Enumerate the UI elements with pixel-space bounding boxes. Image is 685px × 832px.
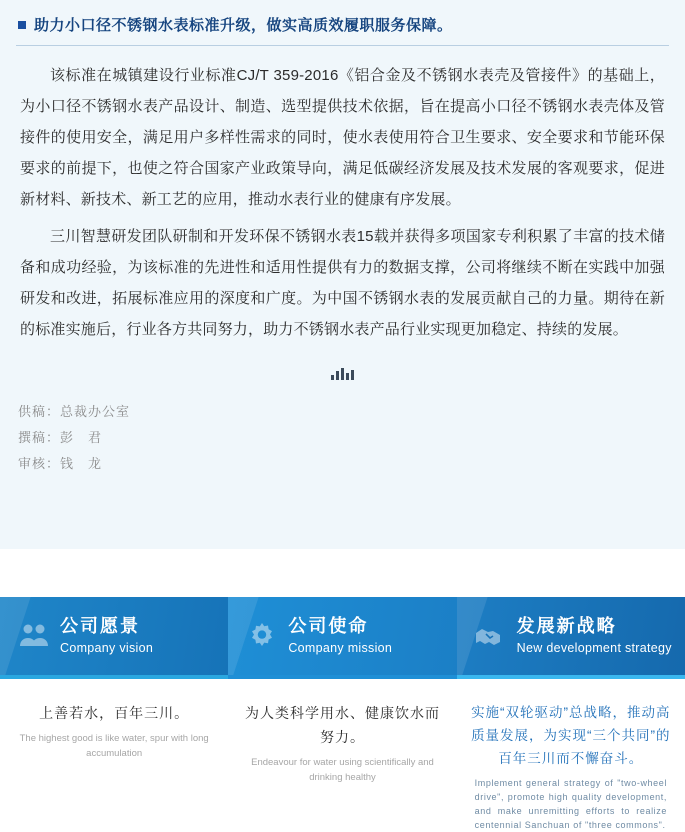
banner-subtitle: Company mission (288, 640, 393, 655)
article-paragraph: 三川智慧研发团队研制和开发环保不锈钢水表15载并获得多项国家专利积累了丰富的技术储备和成功经验，为该标准的先进性和适用性提供有力的数据支撑，公司将继续不断在实践中加强研发和改进，拓展标准应用的深度和广度。为中国不锈钢水表的发展贡献自己的力量。期待在新的标准实施后，行业各方共同努力，助力不锈钢水表产品行业实现更加稳定、持续的发展。 (20, 228, 665, 338)
headline (0, 0, 685, 45)
banner-column-strategy (457, 597, 685, 675)
banner-column-vision (0, 597, 228, 675)
banner-title: 公司愿景 (60, 616, 140, 637)
banner-subtitle: New development strategy (516, 640, 672, 655)
culture-cell-strategy (457, 701, 685, 832)
culture-cell-mission (228, 701, 456, 832)
culture-text-en: The highest good is like water, spur with long accumulation (19, 733, 209, 759)
culture-text-en: Implement general strategy of "two-wheel drive", promote high quality development, and make unremitting efforts to realize centennial Sanchuan of "three commons". (474, 778, 667, 830)
banner-underline (0, 675, 685, 679)
culture-text-cn: 实施“双轮驱动”总战略，推动高质量发展，为实现“三个共同”的百年三川而不懈奋斗。 (471, 705, 671, 766)
banner-subtitle: Company vision (60, 640, 154, 655)
credit-line: 审核：钱 龙 (18, 456, 103, 471)
culture-text-cn: 为人类科学用水、健康饮水而努力。 (244, 705, 440, 745)
article-paragraph: 该标准在城镇建设行业标准CJ/T 359-2016《铝合金及不锈钢水表壳及管接件》的基础上，为小口径不锈钢水表产品设计、制造、选型提供技术依据，旨在提高小口径不锈钢水表壳体及管接件的使用安全，满足用户多样性需求的同时，使水表使用符合卫生要求、安全要求和节能环保要求的前提下，也使之符合国家产业政策导向，满足低碳经济发展及技术发展的客观要求，促进新材料、新技术、新工艺的应用，推动水表行业的健康有序发展。 (20, 67, 665, 208)
culture-cell-vision (0, 701, 228, 832)
gear-icon (236, 619, 288, 653)
credits-block (18, 399, 685, 477)
square-bullet-icon (18, 21, 26, 29)
credit-line: 供稿：总裁办公室 (18, 404, 131, 419)
credit-line: 撰稿：彭 君 (18, 430, 103, 445)
headline-text: 助力小口径不锈钢水表标准升级，做实高质效履职服务保障。 (34, 17, 453, 34)
handshake-icon (465, 619, 517, 653)
culture-text-cn: 上善若水，百年三川。 (39, 705, 190, 721)
culture-content-row (0, 679, 685, 832)
culture-text-en: Endeavour for water using scientifically and drinking healthy (251, 757, 434, 783)
banner-title: 公司使命 (288, 616, 369, 637)
section-gap (0, 549, 685, 597)
culture-banner (0, 597, 685, 675)
headline-divider (16, 45, 669, 46)
people-icon (8, 619, 60, 653)
banner-title: 发展新战略 (516, 616, 617, 637)
bars-divider-icon (0, 367, 685, 381)
banner-column-mission (228, 597, 456, 675)
article-spacer (0, 477, 685, 539)
